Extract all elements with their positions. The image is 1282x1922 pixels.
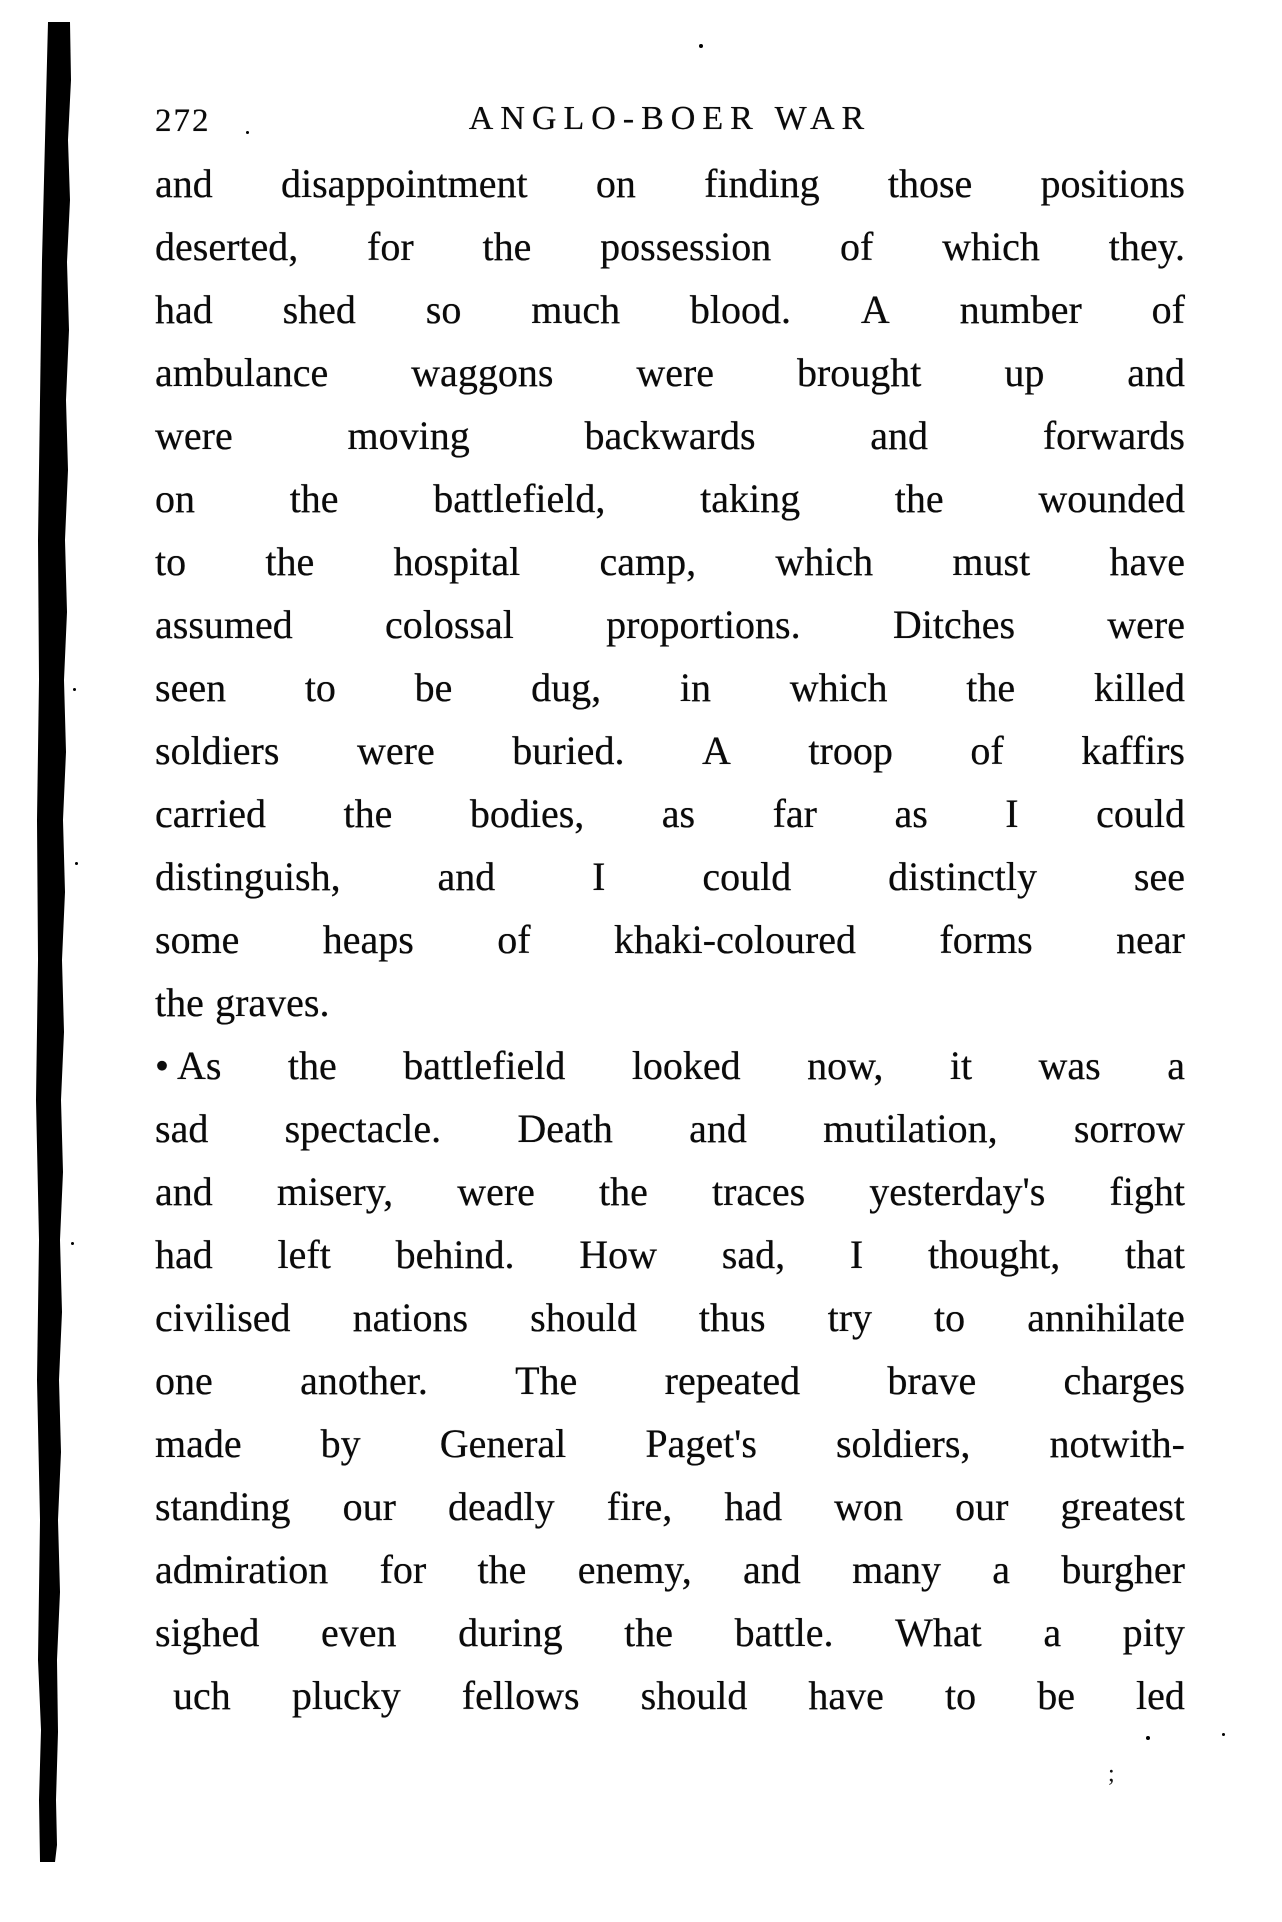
word: to bbox=[945, 1673, 977, 1718]
word: as bbox=[894, 791, 928, 836]
word: charges bbox=[1063, 1358, 1185, 1403]
word: khaki-coloured bbox=[613, 917, 857, 962]
word: for bbox=[367, 224, 414, 269]
word: A bbox=[701, 728, 731, 773]
ink-speck: ; bbox=[1108, 1761, 1115, 1787]
word: the bbox=[155, 980, 204, 1025]
ink-speck bbox=[699, 44, 703, 48]
word: the bbox=[599, 1169, 648, 1214]
word: by bbox=[320, 1421, 361, 1466]
word: of bbox=[497, 917, 531, 962]
word: thus bbox=[698, 1295, 766, 1340]
text-line bbox=[155, 1538, 1185, 1601]
word: and bbox=[743, 1547, 801, 1592]
word: to bbox=[155, 539, 187, 584]
word: our bbox=[342, 1484, 396, 1529]
word: that bbox=[1124, 1232, 1185, 1277]
word: ambulance bbox=[155, 350, 329, 395]
word: as bbox=[661, 791, 696, 836]
word: battlefield, bbox=[433, 476, 606, 521]
text-line bbox=[155, 845, 1185, 908]
text-line bbox=[155, 1412, 1185, 1475]
word: one bbox=[155, 1358, 213, 1403]
word: and bbox=[1127, 350, 1185, 395]
word: thought, bbox=[927, 1232, 1061, 1277]
word: assumed bbox=[155, 602, 293, 647]
word: led bbox=[1136, 1673, 1185, 1718]
word: of bbox=[970, 728, 1004, 773]
word: deserted, bbox=[155, 224, 299, 269]
word: annihilate bbox=[1027, 1295, 1185, 1340]
word: positions bbox=[1040, 161, 1185, 206]
word: the bbox=[287, 1043, 337, 1088]
word: was bbox=[1038, 1043, 1101, 1088]
word: now, bbox=[807, 1043, 884, 1088]
word: on bbox=[155, 476, 195, 521]
text-line bbox=[155, 404, 1185, 467]
word: near bbox=[1116, 917, 1185, 962]
word: should bbox=[530, 1295, 637, 1340]
word: carried bbox=[155, 791, 267, 836]
word: sorrow bbox=[1073, 1106, 1185, 1151]
page-header bbox=[155, 98, 1185, 140]
word: had bbox=[155, 287, 213, 332]
word: try bbox=[827, 1295, 873, 1340]
word: of bbox=[1151, 287, 1185, 332]
word: sad bbox=[155, 1106, 209, 1151]
text-line bbox=[155, 1664, 1185, 1727]
ink-speck bbox=[71, 1242, 74, 1245]
word: behind. bbox=[395, 1232, 515, 1277]
word: some bbox=[155, 917, 240, 962]
word: fight bbox=[1109, 1169, 1185, 1214]
word: the bbox=[265, 539, 315, 584]
word: graves. bbox=[215, 980, 330, 1025]
word: dug, bbox=[531, 665, 602, 710]
word: brave bbox=[887, 1358, 977, 1403]
word: General bbox=[439, 1421, 567, 1466]
word: possession bbox=[600, 224, 772, 269]
word: it bbox=[949, 1043, 973, 1088]
word: pity bbox=[1122, 1610, 1185, 1655]
word: another. bbox=[300, 1358, 428, 1403]
word: enemy, bbox=[577, 1547, 692, 1592]
word: and bbox=[870, 413, 929, 458]
word: standing bbox=[155, 1484, 291, 1529]
text-line bbox=[155, 971, 1185, 1034]
word: to bbox=[304, 665, 336, 710]
word: many bbox=[852, 1547, 941, 1592]
text-line bbox=[155, 467, 1185, 530]
word: soldiers bbox=[155, 728, 280, 773]
word: of bbox=[840, 224, 874, 269]
text-line bbox=[155, 1223, 1185, 1286]
text-line bbox=[155, 1349, 1185, 1412]
word: admiration bbox=[155, 1547, 329, 1592]
word: fire, bbox=[606, 1484, 673, 1529]
word: far bbox=[772, 791, 817, 836]
word: see bbox=[1133, 854, 1185, 899]
word: forwards bbox=[1042, 413, 1185, 458]
text-line bbox=[155, 152, 1185, 215]
word: distinctly bbox=[888, 854, 1038, 899]
word: blood. bbox=[689, 287, 792, 332]
word: I bbox=[1005, 791, 1019, 836]
word: were bbox=[457, 1169, 535, 1214]
word: and bbox=[155, 1169, 213, 1214]
word: were bbox=[155, 413, 233, 458]
text-line bbox=[155, 341, 1185, 404]
word: were bbox=[1107, 602, 1185, 647]
word: even bbox=[321, 1610, 397, 1655]
word: buried. bbox=[512, 728, 625, 773]
word: moving bbox=[347, 413, 470, 458]
text-line bbox=[155, 278, 1185, 341]
text-line bbox=[155, 1601, 1185, 1664]
word: nations bbox=[352, 1295, 469, 1340]
text-line bbox=[155, 530, 1185, 593]
word: the bbox=[343, 791, 393, 836]
word: the bbox=[482, 224, 532, 269]
word: and bbox=[437, 854, 496, 899]
ink-speck bbox=[75, 862, 78, 865]
word: had bbox=[155, 1232, 213, 1277]
word: made bbox=[155, 1421, 242, 1466]
scan-gutter-shadow bbox=[0, 0, 80, 1922]
word: the bbox=[966, 665, 1016, 710]
word: bodies, bbox=[469, 791, 585, 836]
text-line bbox=[155, 1286, 1185, 1349]
word: they. bbox=[1108, 224, 1185, 269]
word: What bbox=[895, 1610, 982, 1655]
text-line bbox=[155, 1034, 1185, 1097]
text-line bbox=[155, 1097, 1185, 1160]
word: forms bbox=[939, 917, 1033, 962]
word: number bbox=[959, 287, 1082, 332]
word: could bbox=[1096, 791, 1185, 836]
text-line bbox=[155, 593, 1185, 656]
word: A bbox=[860, 287, 890, 332]
word: How bbox=[579, 1232, 658, 1277]
word: greatest bbox=[1060, 1484, 1185, 1529]
word: plucky bbox=[291, 1673, 401, 1718]
word: looked bbox=[631, 1043, 741, 1088]
ink-speck bbox=[1146, 1736, 1150, 1740]
word: left bbox=[277, 1232, 331, 1277]
word: spectacle. bbox=[284, 1106, 442, 1151]
word: our bbox=[955, 1484, 1009, 1529]
word: the bbox=[477, 1547, 527, 1592]
ink-speck bbox=[73, 688, 76, 691]
text-line bbox=[155, 656, 1185, 719]
word: those bbox=[887, 161, 973, 206]
word: wounded bbox=[1038, 476, 1185, 521]
word: killed bbox=[1093, 665, 1185, 710]
text-line bbox=[155, 1475, 1185, 1538]
word: much bbox=[531, 287, 621, 332]
word: in bbox=[679, 665, 712, 710]
word: on bbox=[595, 161, 636, 206]
word: the bbox=[624, 1610, 674, 1655]
text-line bbox=[155, 719, 1185, 782]
word: traces bbox=[711, 1169, 806, 1214]
word: had bbox=[724, 1484, 783, 1529]
word: disappointment bbox=[280, 161, 528, 206]
word: deadly bbox=[448, 1484, 555, 1529]
word: the bbox=[289, 476, 339, 521]
word: • As bbox=[155, 1043, 222, 1088]
word: and bbox=[689, 1106, 747, 1151]
ink-speck bbox=[1222, 1733, 1225, 1736]
word: colossal bbox=[385, 602, 514, 647]
word: soldiers, bbox=[835, 1421, 971, 1466]
word: so bbox=[425, 287, 462, 332]
word: backwards bbox=[584, 413, 756, 458]
word: which bbox=[775, 539, 874, 584]
text-line bbox=[155, 908, 1185, 971]
text-line bbox=[155, 215, 1185, 278]
word: I bbox=[592, 854, 606, 899]
word: a bbox=[992, 1547, 1011, 1592]
word: to bbox=[934, 1295, 966, 1340]
word: The bbox=[515, 1358, 578, 1403]
word: repeated bbox=[664, 1358, 801, 1403]
word: and bbox=[155, 161, 213, 206]
word: sad, bbox=[721, 1232, 786, 1277]
word: yesterday's bbox=[869, 1169, 1046, 1214]
word: civilised bbox=[155, 1295, 291, 1340]
word: the bbox=[894, 476, 944, 521]
word: were bbox=[356, 728, 435, 773]
word: during bbox=[458, 1610, 563, 1655]
word: won bbox=[834, 1484, 904, 1529]
word: troop bbox=[808, 728, 893, 773]
word: have bbox=[1109, 539, 1185, 584]
word: be bbox=[414, 665, 453, 710]
word: heaps bbox=[322, 917, 414, 962]
word: a bbox=[1043, 1610, 1062, 1655]
word: seen bbox=[155, 665, 227, 710]
word: were bbox=[636, 350, 715, 395]
word: finding bbox=[704, 161, 820, 206]
word: misery, bbox=[276, 1169, 394, 1214]
word: sighed bbox=[155, 1610, 260, 1655]
word: fellows bbox=[461, 1673, 580, 1718]
word: I bbox=[849, 1232, 864, 1277]
text-line bbox=[155, 1160, 1185, 1223]
word: kaffirs bbox=[1081, 728, 1185, 773]
word: taking bbox=[700, 476, 801, 521]
word: which bbox=[942, 224, 1040, 269]
word: a bbox=[1167, 1043, 1185, 1088]
word: shed bbox=[282, 287, 356, 332]
page-number: 272 bbox=[155, 103, 211, 139]
word: battle. bbox=[734, 1610, 834, 1655]
word: have bbox=[808, 1673, 884, 1718]
word: could bbox=[702, 854, 792, 899]
word: battlefield bbox=[403, 1043, 566, 1088]
body-text bbox=[155, 152, 1185, 1727]
running-header-title: ANGLO-BOER WAR bbox=[468, 100, 872, 137]
word: waggons bbox=[411, 350, 554, 395]
word: up bbox=[1004, 350, 1045, 395]
word: which bbox=[789, 665, 888, 710]
word: uch bbox=[173, 1673, 231, 1718]
word: proportions. bbox=[606, 602, 801, 647]
word: Paget's bbox=[645, 1421, 757, 1466]
word: be bbox=[1037, 1673, 1075, 1718]
word: notwith- bbox=[1049, 1421, 1185, 1466]
word: hospital bbox=[393, 539, 521, 584]
word: should bbox=[640, 1673, 748, 1718]
word: Ditches bbox=[892, 602, 1016, 647]
word: mutilation, bbox=[823, 1106, 998, 1151]
word: burgher bbox=[1061, 1547, 1185, 1592]
word: brought bbox=[796, 350, 922, 395]
word: distinguish, bbox=[155, 854, 341, 899]
ink-speck bbox=[246, 131, 249, 134]
word: Death bbox=[517, 1106, 613, 1151]
word: must bbox=[952, 539, 1031, 584]
word: for bbox=[379, 1547, 427, 1592]
word: camp, bbox=[599, 539, 697, 584]
text-line bbox=[155, 782, 1185, 845]
